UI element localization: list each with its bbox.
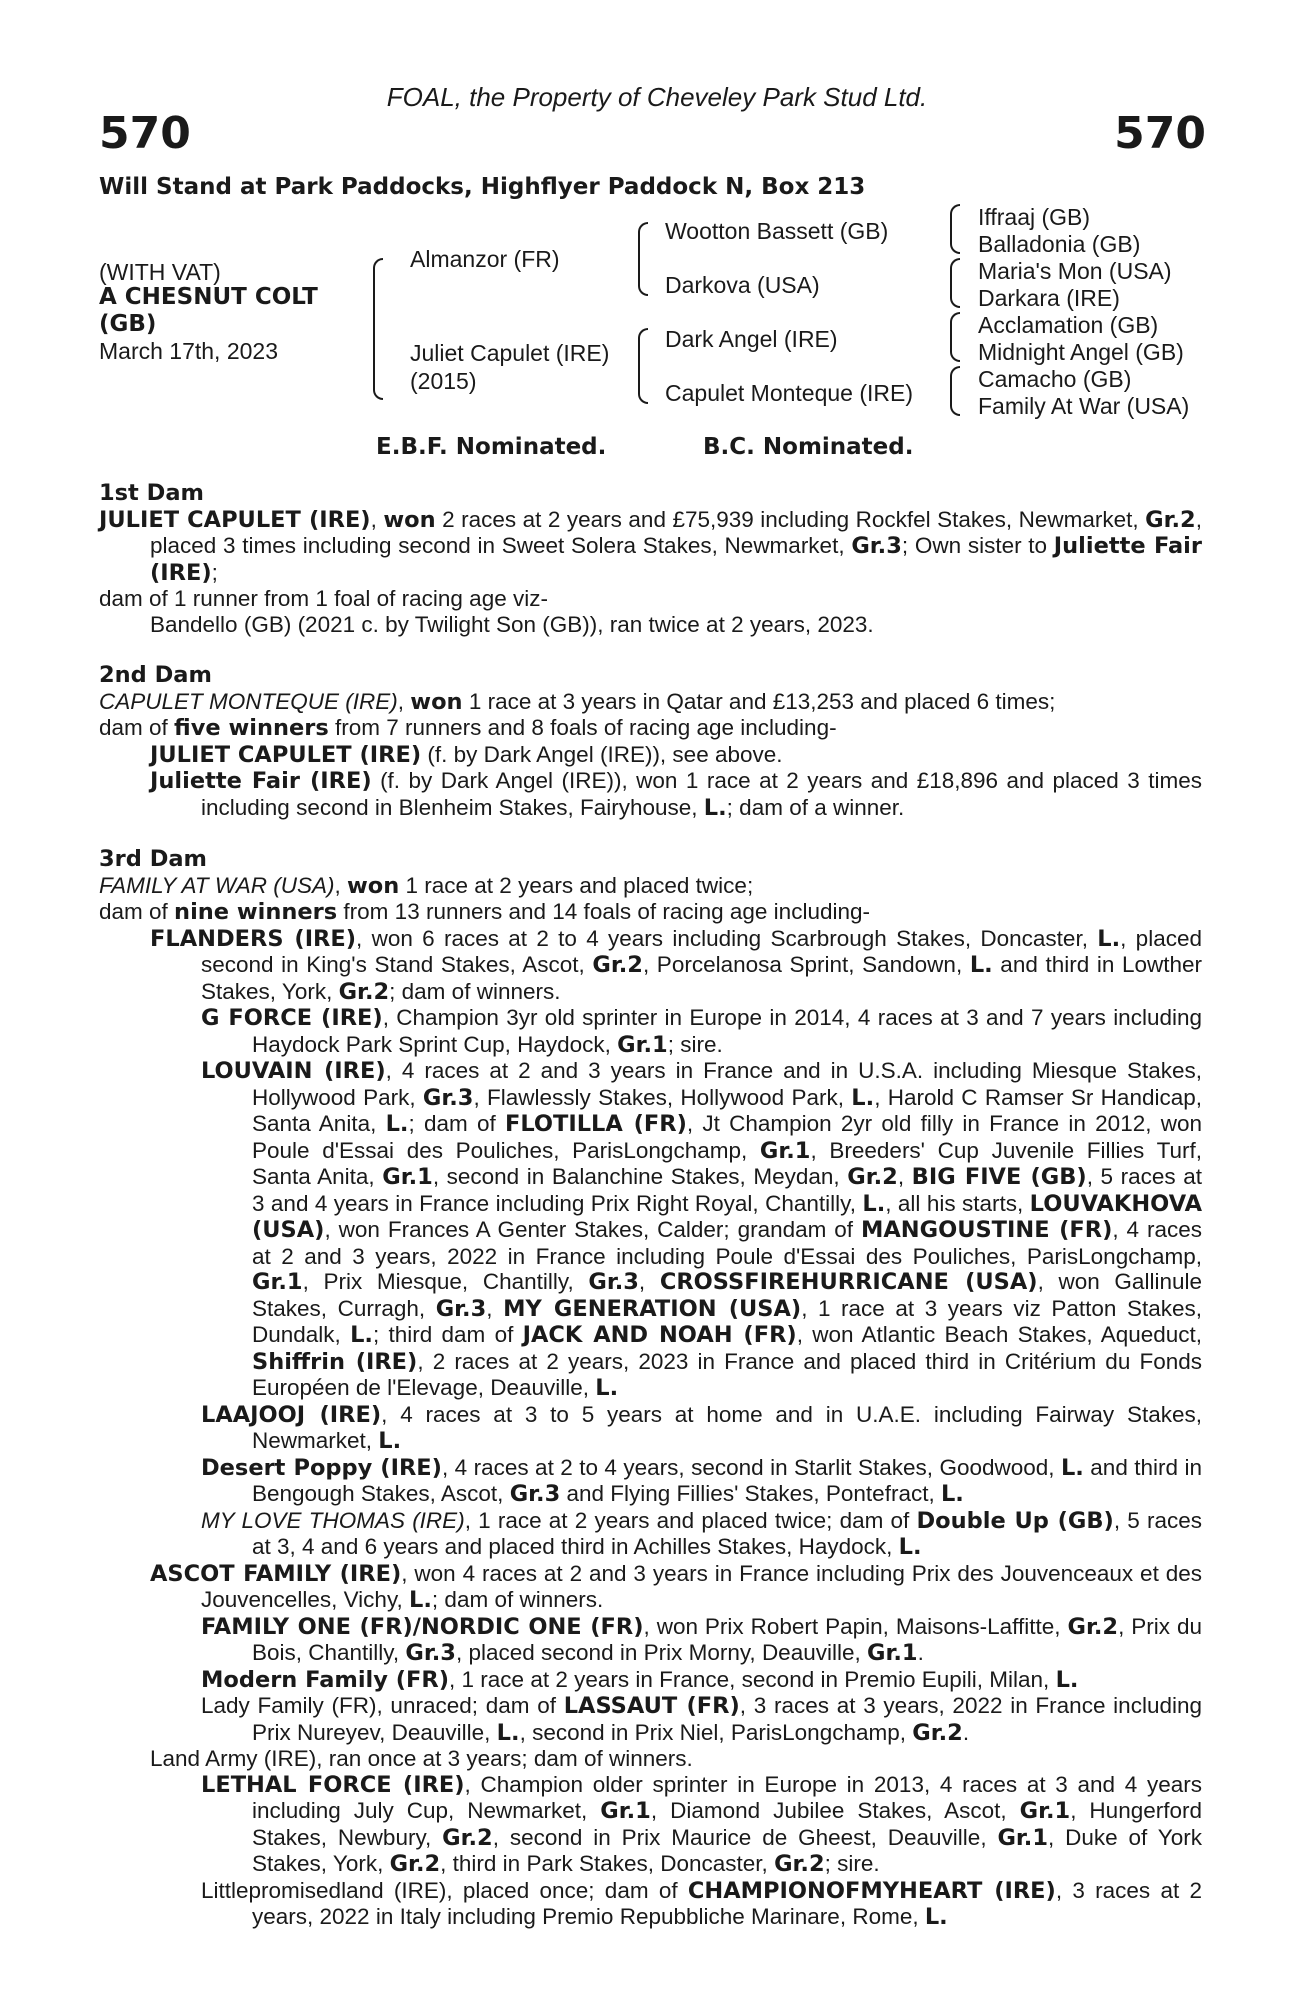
first-dam-record xyxy=(99,507,1202,587)
bold-text-run: Juliette Fair (IRE) xyxy=(150,533,1202,586)
bold-text-run: Gr.2 xyxy=(1145,506,1196,533)
bold-text-run: Double Up (GB) xyxy=(916,1507,1114,1534)
pedigree-dam-year: (2015) xyxy=(410,368,477,394)
bold-text-run: G FORCE (IRE) xyxy=(201,1005,383,1031)
text-run: from 7 runners and 8 foals of racing age including- xyxy=(328,715,837,740)
third-dam-grandchild-item xyxy=(99,1005,1202,1058)
italic-text-run: FAMILY AT WAR (USA) xyxy=(99,872,335,898)
pedigree-sire-dam: Darkova (USA) xyxy=(665,272,820,298)
text-run: , 5 races at 3 and 4 years in France including Prix Right Royal, Chantilly, xyxy=(252,1164,1202,1216)
pedigree-brace-dam xyxy=(638,328,648,404)
family-details xyxy=(99,481,1202,1931)
text-run: and third in Lowther Stakes, York, xyxy=(201,952,1202,1004)
pedigree-g3-3: Maria's Mon (USA) xyxy=(978,258,1172,284)
bold-text-run: Gr.3 xyxy=(405,1640,456,1666)
text-run: , Porcelanosa Sprint, Sandown, xyxy=(642,952,970,977)
bold-text-run: L. xyxy=(496,1719,520,1746)
lot-number-left: 570 xyxy=(99,108,191,159)
bold-text-run: Gr.2 xyxy=(847,1164,898,1190)
pedigree-dam-dam: Capulet Monteque (IRE) xyxy=(665,380,914,406)
bold-text-run: L. xyxy=(703,794,727,821)
pedigree-g3-5: Acclamation (GB) xyxy=(978,312,1159,338)
third-dam-grandchild-item xyxy=(99,1878,1202,1931)
text-run: ; dam of winners. xyxy=(431,1587,604,1612)
pedigree-brace-g2 xyxy=(950,258,960,308)
third-dam-produce-item xyxy=(99,1746,1202,1772)
italic-text-run: MY LOVE THOMAS (IRE) xyxy=(201,1507,465,1533)
text-run: , Hungerford Stakes, Newbury, xyxy=(252,1798,1202,1850)
bold-text-run: Gr.2 xyxy=(338,978,390,1005)
text-run: , won Atlantic Beach Stakes, Aqueduct, xyxy=(796,1322,1203,1347)
foaling-date: March 17th, 2023 xyxy=(99,338,279,364)
text-run: from 13 runners and 14 foals of racing age including- xyxy=(337,899,870,924)
bold-text-run: L. xyxy=(350,1322,373,1348)
text-run: , Jt Champion 2yr old filly in France in 2012, won Poule d'Essai des Pouliches, ParisLongchamp, xyxy=(252,1111,1202,1163)
text-run: . xyxy=(962,1719,970,1745)
text-run: 1 race at 2 years and placed twice; xyxy=(399,872,754,898)
text-run: , Duke of York Stakes, York, xyxy=(252,1824,1202,1876)
text-run: , 1 race at 3 years viz Patton Stakes, Dundalk, xyxy=(252,1295,1203,1347)
text-run: , 3 races at 3 years, 2022 in France including Prix Nureyev, Deauville, xyxy=(252,1693,1202,1745)
bold-text-run: L. xyxy=(409,1587,432,1613)
text-run: , won 4 races at 2 and 3 years in France including Prix des Jouvenceaux et des Jouvencelles, Vichy, xyxy=(201,1560,1202,1612)
bold-text-run: Gr.1 xyxy=(617,1031,668,1058)
bold-text-run: Gr.1 xyxy=(867,1640,918,1666)
third-dam-grandchild-item xyxy=(99,1693,1202,1746)
bold-text-run: L. xyxy=(862,1190,886,1217)
bold-text-run: Shiffrin (IRE) xyxy=(252,1348,418,1375)
second-dam-produce-summary xyxy=(99,715,1202,742)
pedigree-g3-8: Family At War (USA) xyxy=(978,393,1190,419)
pedigree-sire-sire: Wootton Bassett (GB) xyxy=(665,218,889,244)
text-run: (f. by Dark Angel (IRE)), see above. xyxy=(421,741,783,767)
text-run: , 4 races at 2 and 3 years in France and in U.S.A. including Miesque Stakes, Hollywood Park, xyxy=(252,1058,1202,1110)
third-dam-produce-summary xyxy=(99,899,1202,926)
bold-text-run: Gr.2 xyxy=(442,1824,493,1851)
bold-text-run: JULIET CAPULET (IRE) xyxy=(150,741,422,768)
pedigree-g3-1: Iffraaj (GB) xyxy=(978,204,1091,230)
text-run: , Prix Miesque, Chantilly, xyxy=(302,1269,589,1294)
text-run: , placed second in King's Stand Stakes, Ascot, xyxy=(201,925,1202,977)
bold-text-run: LASSAUT (FR) xyxy=(563,1693,740,1719)
text-run: Lady Family (FR), unraced; dam of xyxy=(201,1693,564,1718)
pedigree-dam-sire: Dark Angel (IRE) xyxy=(665,326,838,352)
text-run: , Champion 3yr old sprinter in Europe in 2014, 4 races at 3 and 7 years including Haydock Park Sprint Cup, Haydock, xyxy=(252,1005,1203,1057)
text-run: . xyxy=(917,1640,924,1665)
bold-text-run: Gr.1 xyxy=(600,1798,651,1824)
text-run: , xyxy=(638,1269,660,1294)
text-run: , 4 races at 2 and 3 years, 2022 in France including Poule d'Essai des Pouliches, ParisLongchamp, xyxy=(252,1217,1202,1269)
text-run: , Diamond Jubilee Stakes, Ascot, xyxy=(650,1798,1020,1823)
pedigree-brace-sire xyxy=(638,222,648,296)
text-run: , 2 races at 2 years, 2023 in France and placed third in Critérium du Fonds Européen de l'Elevage, Deauville, xyxy=(252,1348,1202,1400)
text-run: Littlepromisedland (IRE), placed once; dam of xyxy=(201,1877,688,1903)
bold-text-run: Gr.3 xyxy=(435,1295,487,1322)
bold-text-run: Gr.2 xyxy=(592,952,643,978)
bold-text-run: Gr.2 xyxy=(912,1719,963,1746)
ebf-nomination: E.B.F. Nominated. xyxy=(376,434,607,460)
text-run: 1 race at 3 years in Qatar and £13,253 and placed 6 times; xyxy=(462,688,1056,714)
text-run: ; dam of xyxy=(408,1111,505,1136)
bc-nomination: B.C. Nominated. xyxy=(703,434,914,460)
pedigree-brace-main xyxy=(373,258,383,400)
bold-text-run: L. xyxy=(1060,1454,1084,1481)
third-dam-heading: 3rd Dam xyxy=(99,846,207,872)
text-run: , placed second in Prix Morny, Deauville, xyxy=(455,1640,867,1665)
text-run: , xyxy=(334,872,347,898)
bold-text-run: LOUVAIN (IRE) xyxy=(201,1058,386,1084)
text-run: , third in Park Stakes, Doncaster, xyxy=(440,1851,775,1876)
bold-text-run: JACK AND NOAH (FR) xyxy=(522,1322,797,1348)
bold-text-run: Gr.3 xyxy=(588,1269,639,1295)
text-run: dam of xyxy=(99,715,175,740)
bold-text-run: L. xyxy=(385,1111,409,1137)
pedigree-g3-6: Midnight Angel (GB) xyxy=(978,339,1184,365)
bold-text-run: L. xyxy=(898,1534,922,1560)
bold-text-run: LOUVAKHOVA (USA) xyxy=(252,1190,1202,1243)
bold-text-run: JULIET CAPULET (IRE) xyxy=(99,506,371,533)
bold-text-run: Modern Family (FR) xyxy=(201,1666,450,1693)
bold-text-run: MANGOUSTINE (FR) xyxy=(860,1217,1113,1243)
bold-text-run: BIG FIVE (GB) xyxy=(911,1164,1087,1190)
text-run: , second in Prix Maurice de Gheest, Deauville, xyxy=(492,1824,998,1850)
third-dam-grandchild-item xyxy=(99,1058,1202,1402)
text-run: , Flawlessly Stakes, Hollywood Park, xyxy=(473,1084,852,1110)
bold-text-run: L. xyxy=(969,952,993,978)
text-run: , 1 race at 2 years in France, second in Premio Eupili, Milan, xyxy=(449,1666,1056,1692)
pedigree-g3-4: Darkara (IRE) xyxy=(978,285,1120,311)
text-run: , 5 races at 3, 4 and 6 years and placed third in Achilles Stakes, Haydock, xyxy=(252,1507,1202,1559)
text-run: , Prix du Bois, Chantilly, xyxy=(252,1613,1203,1665)
bold-text-run: Gr.2 xyxy=(389,1851,441,1877)
text-run: Bandello (GB) (2021 c. by Twilight Son (GB)), ran twice at 2 years, 2023. xyxy=(150,611,874,637)
first-dam-produce-summary xyxy=(99,586,1202,612)
stabling-location: Will Stand at Park Paddocks, Highflyer Paddock N, Box 213 xyxy=(99,174,866,200)
text-run: ; sire. xyxy=(824,1851,880,1876)
bold-text-run: Juliette Fair (IRE) xyxy=(150,768,372,794)
third-dam-grandchild-item xyxy=(99,1667,1202,1694)
second-dam-produce-item xyxy=(99,742,1202,769)
italic-text-run: CAPULET MONTEQUE (IRE) xyxy=(99,688,398,714)
text-run: , second in Prix Niel, ParisLongchamp, xyxy=(519,1719,913,1745)
bold-text-run: L. xyxy=(1055,1666,1079,1693)
lot-description-origin: (GB) xyxy=(99,311,157,337)
text-run: ; third dam of xyxy=(372,1322,523,1347)
text-run: Land Army (IRE), ran once at 3 years; dam of winners. xyxy=(150,1746,693,1771)
text-run: (f. by Dark Angel (IRE)), won 1 race at 2 years and £18,896 and placed 3 times including second in Blenheim Stakes, Fairyhouse, xyxy=(201,768,1202,820)
text-run: dam of xyxy=(99,899,175,924)
bold-text-run: Desert Poppy (IRE) xyxy=(201,1454,442,1481)
text-run: ; Own sister to xyxy=(901,533,1054,558)
third-dam-grandchild-item xyxy=(99,1772,1202,1878)
text-run: 2 races at 2 years and £75,939 including Rockfel Stakes, Newmarket, xyxy=(435,506,1146,532)
bold-text-run: Gr.1 xyxy=(252,1269,303,1295)
text-run: , won Gallinule Stakes, Curragh, xyxy=(252,1269,1202,1321)
text-run: , xyxy=(370,506,384,532)
bold-text-run: ASCOT FAMILY (IRE) xyxy=(150,1560,402,1587)
bold-text-run: Gr.1 xyxy=(997,1824,1049,1851)
bold-text-run: CHAMPIONOFMYHEART (IRE) xyxy=(687,1877,1056,1904)
bold-text-run: won xyxy=(410,688,463,715)
bold-text-run: L. xyxy=(940,1481,964,1507)
pedigree-sire: Almanzor (FR) xyxy=(410,246,560,272)
bold-text-run: won xyxy=(346,872,400,899)
second-dam-record xyxy=(99,689,1202,716)
third-dam-produce-item xyxy=(99,1561,1202,1614)
text-run: , second in Balanchine Stakes, Meydan, xyxy=(432,1164,848,1189)
bold-text-run: FLOTILLA (FR) xyxy=(504,1111,687,1137)
bold-text-run: Gr.1 xyxy=(382,1164,433,1190)
third-dam-grandchild-item xyxy=(99,1455,1202,1508)
first-dam-heading: 1st Dam xyxy=(99,480,204,506)
text-run: ; sire. xyxy=(667,1031,723,1057)
text-run: ; xyxy=(211,559,218,585)
bold-text-run: MY GENERATION (USA) xyxy=(503,1295,802,1322)
text-run: ; dam of winners. xyxy=(389,978,561,1004)
text-run: , Champion older sprinter in Europe in 2013, 4 races at 3 and 4 years including July Cup, Newmarket, xyxy=(252,1771,1202,1823)
bold-text-run: won xyxy=(383,506,436,533)
bold-text-run: L. xyxy=(595,1375,619,1401)
pedigree-g3-2: Balladonia (GB) xyxy=(978,231,1141,257)
catalogue-header-title: FOAL, the Property of Cheveley Park Stud Ltd. xyxy=(386,82,928,112)
text-run: and third in Bengough Stakes, Ascot, xyxy=(252,1454,1202,1506)
first-dam-produce-item xyxy=(99,612,1202,638)
text-run: , won Frances A Genter Stakes, Calder; grandam of xyxy=(324,1217,861,1242)
text-run: , won 6 races at 2 to 4 years including Scarbrough Stakes, Doncaster, xyxy=(356,925,1098,951)
bold-text-run: five winners xyxy=(174,715,329,741)
text-run: , all his starts, xyxy=(885,1190,1030,1216)
bold-text-run: Gr.1 xyxy=(759,1137,811,1164)
text-run: , 4 races at 3 to 5 years at home and in U.A.E. including Fairway Stakes, Newmarket, xyxy=(252,1401,1202,1453)
third-dam-record xyxy=(99,873,1202,900)
text-run: , xyxy=(897,1164,912,1189)
third-dam-grandchild-item xyxy=(99,1402,1202,1455)
bold-text-run: Gr.2 xyxy=(1067,1613,1119,1640)
bold-text-run: CROSSFIREHURRICANE (USA) xyxy=(659,1269,1038,1295)
bold-text-run: Gr.3 xyxy=(509,1481,561,1507)
bold-text-run: FLANDERS (IRE) xyxy=(150,925,357,952)
text-run: , xyxy=(486,1295,504,1321)
pedigree-brace-g3 xyxy=(950,312,960,362)
second-dam-produce-item xyxy=(99,768,1202,821)
pedigree-g3-7: Camacho (GB) xyxy=(978,366,1132,392)
lot-description: A CHESNUT COLT xyxy=(99,284,318,310)
vat-note: (WITH VAT) xyxy=(99,259,221,285)
text-run: , 3 races at 2 years, 2022 in Italy including Premio Repubbliche Marinare, Rome, xyxy=(252,1877,1203,1929)
bold-text-run: Gr.3 xyxy=(422,1084,474,1111)
text-run: , 1 race at 2 years and placed twice; dam of xyxy=(464,1507,917,1533)
text-run: , placed 3 times including second in Sweet Solera Stakes, Newmarket, xyxy=(150,506,1202,558)
text-run: dam of 1 runner from 1 foal of racing age viz- xyxy=(99,586,548,611)
lot-number-right: 570 xyxy=(1114,108,1206,159)
text-run: and Flying Fillies' Stakes, Pontefract, xyxy=(560,1481,941,1506)
bold-text-run: Gr.3 xyxy=(851,533,902,559)
bold-text-run: L. xyxy=(1097,925,1121,952)
bold-text-run: LETHAL FORCE (IRE) xyxy=(201,1771,465,1798)
bold-text-run: Gr.1 xyxy=(1019,1798,1071,1824)
text-run: , 4 races at 2 to 4 years, second in Starlit Stakes, Goodwood, xyxy=(441,1454,1061,1480)
bold-text-run: L. xyxy=(378,1428,402,1454)
bold-text-run: L. xyxy=(924,1904,948,1930)
text-run: ; dam of a winner. xyxy=(726,794,905,820)
pedigree-dam: Juliet Capulet (IRE) xyxy=(410,340,610,366)
bold-text-run: LAAJOOJ (IRE) xyxy=(201,1401,382,1428)
pedigree-brace-g4 xyxy=(950,366,960,416)
text-run: , xyxy=(397,688,411,714)
second-dam-heading: 2nd Dam xyxy=(99,662,212,688)
text-run: , Breeders' Cup Juvenile Fillies Turf, Santa Anita, xyxy=(252,1137,1202,1189)
bold-text-run: L. xyxy=(851,1084,875,1111)
text-run: , won Prix Robert Papin, Maisons-Laffitte, xyxy=(643,1613,1068,1639)
bold-text-run: FAMILY ONE (FR)/NORDIC ONE (FR) xyxy=(201,1613,644,1640)
third-dam-grandchild-item xyxy=(99,1614,1202,1667)
bold-text-run: Gr.2 xyxy=(774,1851,825,1877)
third-dam-grandchild-item xyxy=(99,1508,1202,1561)
pedigree-brace-g1 xyxy=(950,204,960,254)
text-run: , Harold C Ramser Sr Handicap, Santa Anita, xyxy=(252,1084,1202,1136)
bold-text-run: nine winners xyxy=(174,899,338,925)
third-dam-produce-item xyxy=(99,926,1202,1006)
